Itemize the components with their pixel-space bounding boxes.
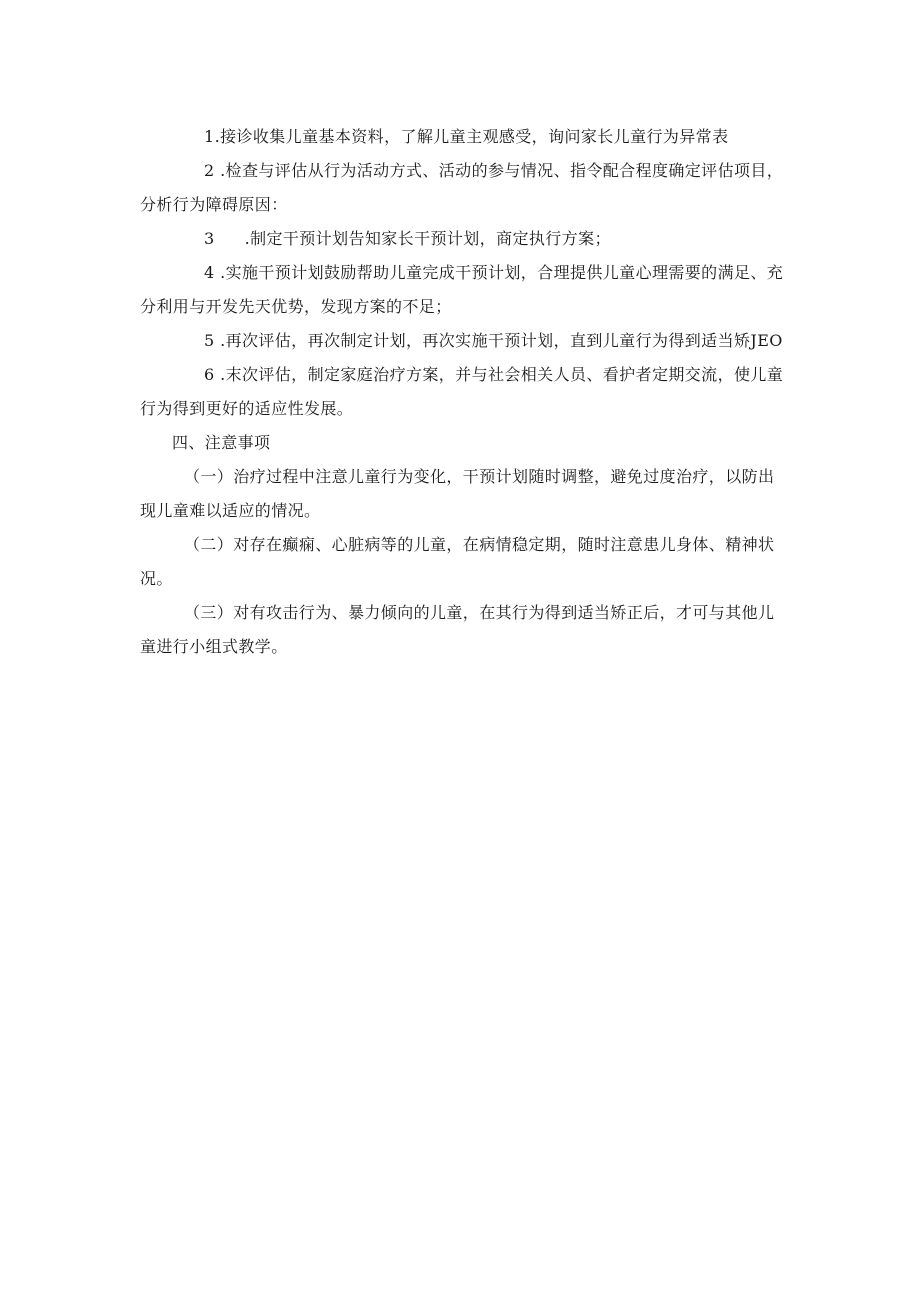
note-1-paragraph [140, 460, 790, 528]
step-number: 1. [204, 127, 221, 146]
step-text: .实施干预计划鼓励帮助儿童完成干预计划，合理提供儿童心理需要的满足、充分利用与开发先天优势，发现方案的不足； [140, 263, 784, 316]
step-2-paragraph [140, 154, 790, 222]
step-text: .再次评估，再次制定计划，再次实施干预计划，直到儿童行为得到适当矫JEO [220, 331, 783, 350]
step-5-paragraph [140, 324, 790, 358]
note-2-paragraph [140, 528, 790, 596]
step-4-paragraph [140, 256, 790, 324]
section-heading: 四、注意事项 [172, 433, 271, 452]
step-text: .末次评估，制定家庭治疗方案，并与社会相关人员、看护者定期交流，使儿童行为得到更好的适应性发展。 [140, 365, 784, 418]
note-text: 对存在癫痫、心脏病等的儿童，在病情稳定期，随时注意患儿身体、精神状况。 [140, 535, 775, 588]
step-text: .检查与评估从行为活动方式、活动的参与情况、指令配合程度确定评估项目，分析行为障碍原因： [140, 161, 784, 214]
note-3-paragraph [140, 596, 790, 664]
step-number: 2 [204, 161, 215, 180]
step-6-paragraph [140, 358, 790, 426]
note-text: 对有攻击行为、暴力倾向的儿童，在其行为得到适当矫正后，才可与其他儿童进行小组式教学。 [140, 603, 775, 656]
step-number: 5 [204, 331, 215, 350]
step-number: 3 [204, 229, 215, 248]
note-label: （二） [184, 535, 234, 554]
note-label: （一） [184, 467, 234, 486]
note-label: （三） [184, 603, 234, 622]
step-number: 6 [204, 365, 215, 384]
note-text: 治疗过程中注意儿童行为变化，干预计划随时调整，避免过度治疗，以防出现儿童难以适应的情况。 [140, 467, 775, 520]
step-3-paragraph [140, 222, 790, 256]
step-text: 接诊收集儿童基本资料，了解儿童主观感受，询问家长儿童行为异常表 [220, 127, 729, 146]
step-1-paragraph [140, 120, 790, 154]
step-text: .制定干预计划告知家长干预计划，商定执行方案； [244, 229, 611, 248]
document-body [140, 120, 790, 664]
step-number: 4 [204, 263, 215, 282]
